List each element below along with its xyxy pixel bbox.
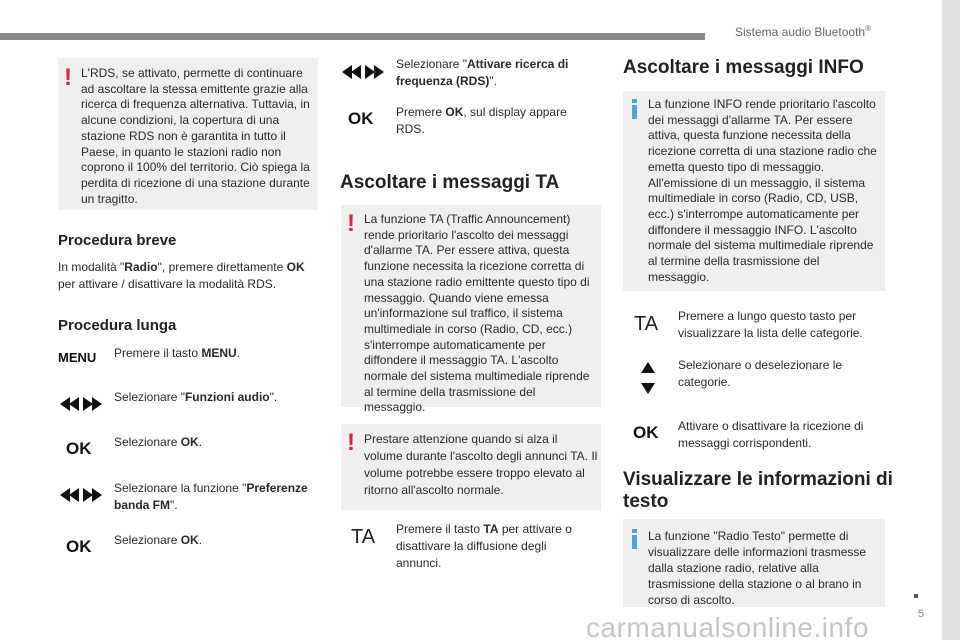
menu-key-icon: MENU: [58, 350, 97, 365]
ok-key-icon: OK: [348, 109, 374, 128]
page-dot: [914, 594, 918, 598]
side-tab: [942, 0, 960, 640]
info-section-title: Ascoltare i messaggi INFO: [623, 57, 864, 78]
info-text: La funzione INFO rende prioritario l'ascolto dei messaggi d'allarme TA. Per essere attiva, questa funzione necessita della ricezione corretta di una stazione radio che emetta questo tipo di messaggio. All'emissione di un messaggio, il sistema multimediale in corso (Radio, CD, USB, ecc.) s'interrompe automaticamente per diffondere il messaggio INFO. L'ascolto normale del sistema multimediale riprende al termine della trasmissione del messaggio.: [648, 97, 877, 284]
ta-key-icon: TA: [634, 313, 659, 335]
long-procedure-title: Procedura lunga: [58, 317, 177, 334]
top-rule: [0, 33, 705, 40]
ta-section-title: Ascoltare i messaggi TA: [340, 172, 560, 193]
page-number: 5: [918, 608, 925, 620]
ok-key-icon: OK: [633, 423, 659, 442]
ta-warning-box: [341, 205, 601, 415]
info-icon: [632, 529, 638, 549]
short-procedure-title: Procedura breve: [58, 232, 177, 249]
ta-warning-text: La funzione TA (Traffic Announcement) rende prioritario l'ascolto dei messaggi d'allarme TA. Per essere attiva, questa funzione necessita la ricezione corretta di una stazione radio emittente questo tipo di messaggio. Quando viene emessa un'informazione sul traffico, il sistema multimediale in corso (Radio, CD, ecc.) s'interrompe automaticamente per diffondere il messaggio TA. L'ascolto normale del sistema multimediale riprende al termine della trasmissione del messaggio.: [364, 212, 590, 415]
info-box: [623, 91, 885, 291]
step-long-press-ta: Premere a lungo questo tasto per visualizzare la lista delle categorie.: [678, 309, 863, 340]
step-select-audio-functions: Selezionare "Funzioni audio".: [114, 390, 278, 404]
warning-icon: !: [347, 429, 355, 456]
ok-key-icon: OK: [66, 439, 92, 458]
step-select-categories: Selezionare o deselezionare le categorie.: [678, 358, 843, 389]
step-press-ok-rds: Premere OK, sul display appare RDS.: [396, 105, 567, 136]
rds-warning-box: [58, 58, 318, 210]
warning-icon: !: [347, 210, 355, 237]
step-press-menu: Premere il tasto MENU.: [114, 346, 241, 360]
text-section-title: Visualizzare le informazioni di testo: [623, 469, 893, 512]
up-down-arrows-icon: [641, 362, 655, 394]
volume-warning-text: Prestare attenzione quando si alza il volume durante l'ascolto degli annunci TA. Il volume potrebbe essere troppo elevato al ritorno all'ascolto normale.: [364, 432, 598, 497]
step-press-ta: Premere il tasto TA per attivare o disattivare la diffusione degli annunci.: [396, 522, 572, 570]
step-activate-rds: Selezionare "Attivare ricerca di frequenza (RDS)".: [396, 57, 569, 88]
info-icon: [632, 99, 638, 119]
seek-arrows-icon: [342, 64, 384, 80]
ta-key-icon: TA: [351, 526, 376, 548]
rds-warning-text: L'RDS, se attivato, permette di continuare ad ascoltare la stessa emittente grazie alla ricerca di frequenza alternativa. Tuttavia, in alcune condizioni, la copertura di una stazione RDS non è garantita in tutto il Paese, in quanto le stazioni radio non coprono il 100% del territorio. Ciò spiega la perdita di ricezione di una stazione durante un tragitto.: [81, 66, 310, 206]
volume-warning-box: [341, 424, 601, 510]
warning-icon: !: [64, 64, 72, 91]
radio-text-info-box: [623, 519, 885, 607]
watermark: carmanualsonline.info: [586, 612, 869, 640]
step-select-ok-2: Selezionare OK.: [114, 533, 203, 547]
step-toggle-messages: Attivare o disattivare la ricezione di messaggi corrispondenti.: [678, 419, 864, 450]
seek-arrows-icon: [60, 487, 102, 503]
step-select-ok-1: Selezionare OK.: [114, 435, 203, 449]
radio-text-info: La funzione "Radio Testo" permette di visualizzare delle informazioni trasmesse dalla stazione radio, relative alla trasmissione della stazione o al brano in corso di ascolto.: [648, 529, 867, 607]
ok-key-icon: OK: [66, 537, 92, 556]
page-header: Sistema audio Bluetooth®: [735, 24, 871, 39]
seek-arrows-icon: [60, 396, 102, 412]
step-select-fm-preferences: Selezionare la funzione "Preferenze banda FM".: [114, 481, 308, 512]
short-procedure-text: In modalità "Radio", premere direttamente OK per attivare / disattivare la modalità RDS.: [58, 260, 305, 291]
